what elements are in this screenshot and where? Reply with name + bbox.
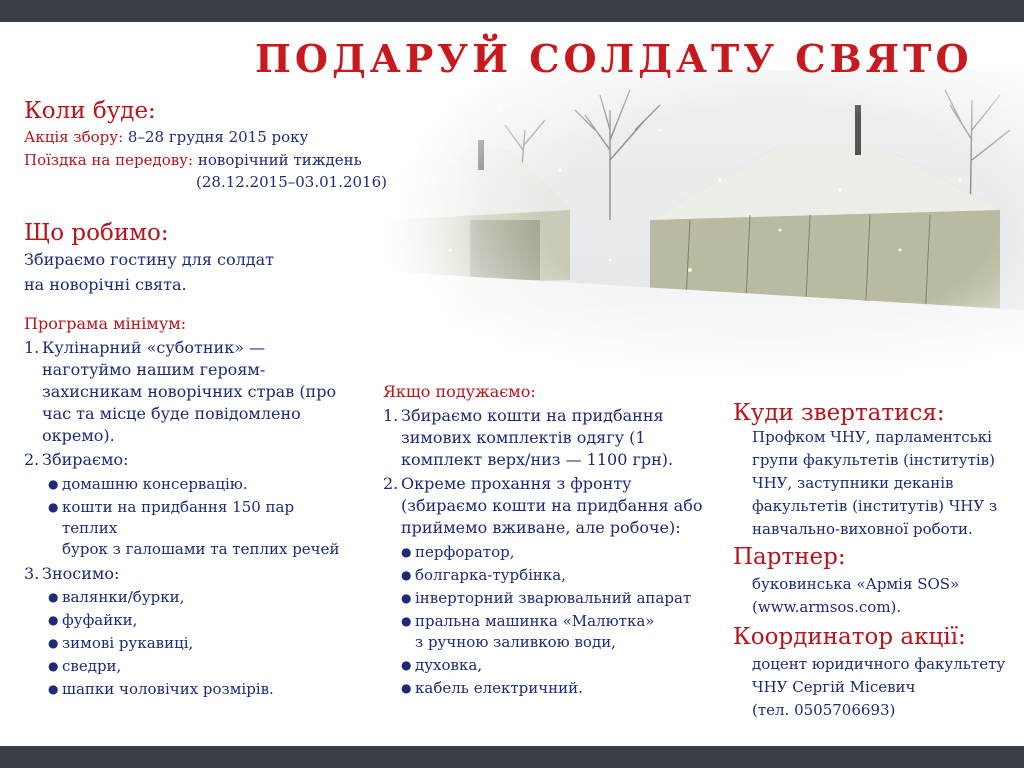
program-item-3 xyxy=(24,563,354,585)
bullet-text: болгарка-турбінка, xyxy=(415,566,567,584)
list-item xyxy=(383,588,723,609)
bullet-text: сведри, xyxy=(62,657,122,675)
bullet-icon: ● xyxy=(401,591,412,605)
trip-label: Поїздка на передову: xyxy=(24,151,194,169)
coordinator-line: доцент юридичного факультету xyxy=(752,655,1006,673)
bullet-icon: ● xyxy=(48,682,59,696)
more-item-1-line: Збираємо кошти на придбання xyxy=(401,406,664,425)
program-item-3-title: Зносимо: xyxy=(42,564,120,583)
program-item-1 xyxy=(24,337,354,447)
bullet-text: духовка, xyxy=(415,656,483,674)
collect-line xyxy=(24,127,308,148)
bullet-text: кошти на придбання 150 пар теплих xyxy=(62,498,295,537)
program-heading: Програма мінімум: xyxy=(24,314,187,333)
bullet-icon: ● xyxy=(401,568,412,582)
list-item xyxy=(383,565,723,586)
bullet-icon: ● xyxy=(401,681,412,695)
bullet-icon: ● xyxy=(48,590,59,604)
program-item-1-num: 1. xyxy=(24,338,40,357)
list-item xyxy=(383,611,723,632)
bullet-text: домашню консервацію. xyxy=(62,475,248,493)
partner-text xyxy=(752,574,1022,618)
more-item-1 xyxy=(383,405,723,471)
contact-line: групи факультетів (інститутів) xyxy=(752,451,995,469)
bullet-continuation: з ручною заливкою води, xyxy=(415,633,616,651)
list-item xyxy=(24,610,354,631)
bullet-icon: ● xyxy=(401,614,412,628)
coordinator-text xyxy=(752,654,1022,721)
more-item-2-line: (збираємо кошти на придбання або xyxy=(401,496,703,515)
partner-line: (www.armsos.com). xyxy=(752,598,902,616)
list-item xyxy=(24,497,354,539)
top-bar xyxy=(0,0,1024,22)
tents-photo xyxy=(360,70,1024,400)
list-item xyxy=(24,633,354,654)
bullet-text: фуфайки, xyxy=(62,611,138,629)
more-item-1-line: зимових комплектів одягу (1 xyxy=(401,428,646,447)
partner-heading: Партнер: xyxy=(733,544,846,570)
list-item xyxy=(383,655,723,676)
bullet-icon: ● xyxy=(48,659,59,673)
coordinator-line: (тел. 0505706693) xyxy=(752,701,896,719)
what-line-2: на новорічні свята. xyxy=(24,275,187,294)
bullet-icon: ● xyxy=(48,477,59,491)
bullet-text: зимові рукавиці, xyxy=(62,634,194,652)
contact-line: Профком ЧНУ, парламентські xyxy=(752,428,992,446)
program-item-3-num: 3. xyxy=(24,564,40,583)
program-item-1-line: наготуймо нашим героям- xyxy=(42,360,266,379)
bullet-text: пральна машинка «Малютка» xyxy=(415,612,655,630)
trip-value: новорічний тиждень xyxy=(197,151,362,169)
coordinator-line: ЧНУ Сергій Місевич xyxy=(752,678,916,696)
what-line-1: Збираємо гостину для солдат xyxy=(24,250,275,269)
program-list xyxy=(24,337,354,700)
trip-line xyxy=(24,150,362,171)
bullet-icon: ● xyxy=(48,636,59,650)
contact-line: факультетів (інститутів) ЧНУ з xyxy=(752,497,998,515)
bottom-bar xyxy=(0,746,1024,768)
collect-label: Акція збору: xyxy=(24,128,124,146)
contact-line: ЧНУ, заступники деканів xyxy=(752,474,954,492)
more-item-1-num: 1. xyxy=(383,406,399,425)
trip-dates: (28.12.2015–03.01.2016) xyxy=(196,173,387,191)
more-list xyxy=(383,405,723,699)
program-item-1-line: Кулінарний «суботник» — xyxy=(42,338,266,357)
contact-line: навчально-виховної роботи. xyxy=(752,520,973,538)
contact-text xyxy=(752,427,1022,540)
what-text xyxy=(24,249,274,296)
partner-line: буковинська «Армія SOS» xyxy=(752,575,960,593)
program-item-2-num: 2. xyxy=(24,450,40,469)
when-heading: Коли буде: xyxy=(24,98,156,124)
bullet-text: інверторний зварювальний апарат xyxy=(415,589,692,607)
more-item-1-line: комплект верх/низ — 1100 грн). xyxy=(401,450,674,469)
bullet-text: перфоратор, xyxy=(415,543,515,561)
bullet-icon: ● xyxy=(401,658,412,672)
what-heading: Що робимо: xyxy=(24,220,169,246)
program-item-2-title: Збираємо: xyxy=(42,450,129,469)
bullet-icon: ● xyxy=(48,613,59,627)
more-item-2-line: приймемо вживане, але робоче): xyxy=(401,518,681,537)
bullet-text: валянки/бурки, xyxy=(62,588,185,606)
more-item-2 xyxy=(383,473,723,539)
collect-value: 8–28 грудня 2015 року xyxy=(127,128,309,146)
list-item xyxy=(24,587,354,608)
bullet-icon: ● xyxy=(401,545,412,559)
list-item xyxy=(383,542,723,563)
bullet-text: шапки чоловічих розмірів. xyxy=(62,680,274,698)
contact-heading: Куди звертатися: xyxy=(733,400,945,426)
coordinator-heading: Координатор акції: xyxy=(733,624,966,650)
list-item xyxy=(24,656,354,677)
program-item-1-line: час та місце буде повідомлено xyxy=(42,404,301,423)
program-item-1-line: окремо). xyxy=(42,426,115,445)
bullet-text: кабель електричний. xyxy=(415,679,583,697)
list-item xyxy=(24,679,354,700)
list-item xyxy=(383,678,723,699)
program-item-1-line: захисникам новорічних страв (про xyxy=(42,382,337,401)
bullet-continuation: бурок з галошами та теплих речей xyxy=(62,540,340,558)
list-item xyxy=(24,474,354,495)
bullet-icon: ● xyxy=(48,500,59,514)
more-item-2-line: Окреме прохання з фронту xyxy=(401,474,632,493)
page-title: ПОДАРУЙ СОЛДАТУ СВЯТО xyxy=(255,36,973,81)
program-item-2 xyxy=(24,449,354,471)
more-heading: Якщо подужаємо: xyxy=(383,382,536,401)
more-item-2-num: 2. xyxy=(383,474,399,493)
